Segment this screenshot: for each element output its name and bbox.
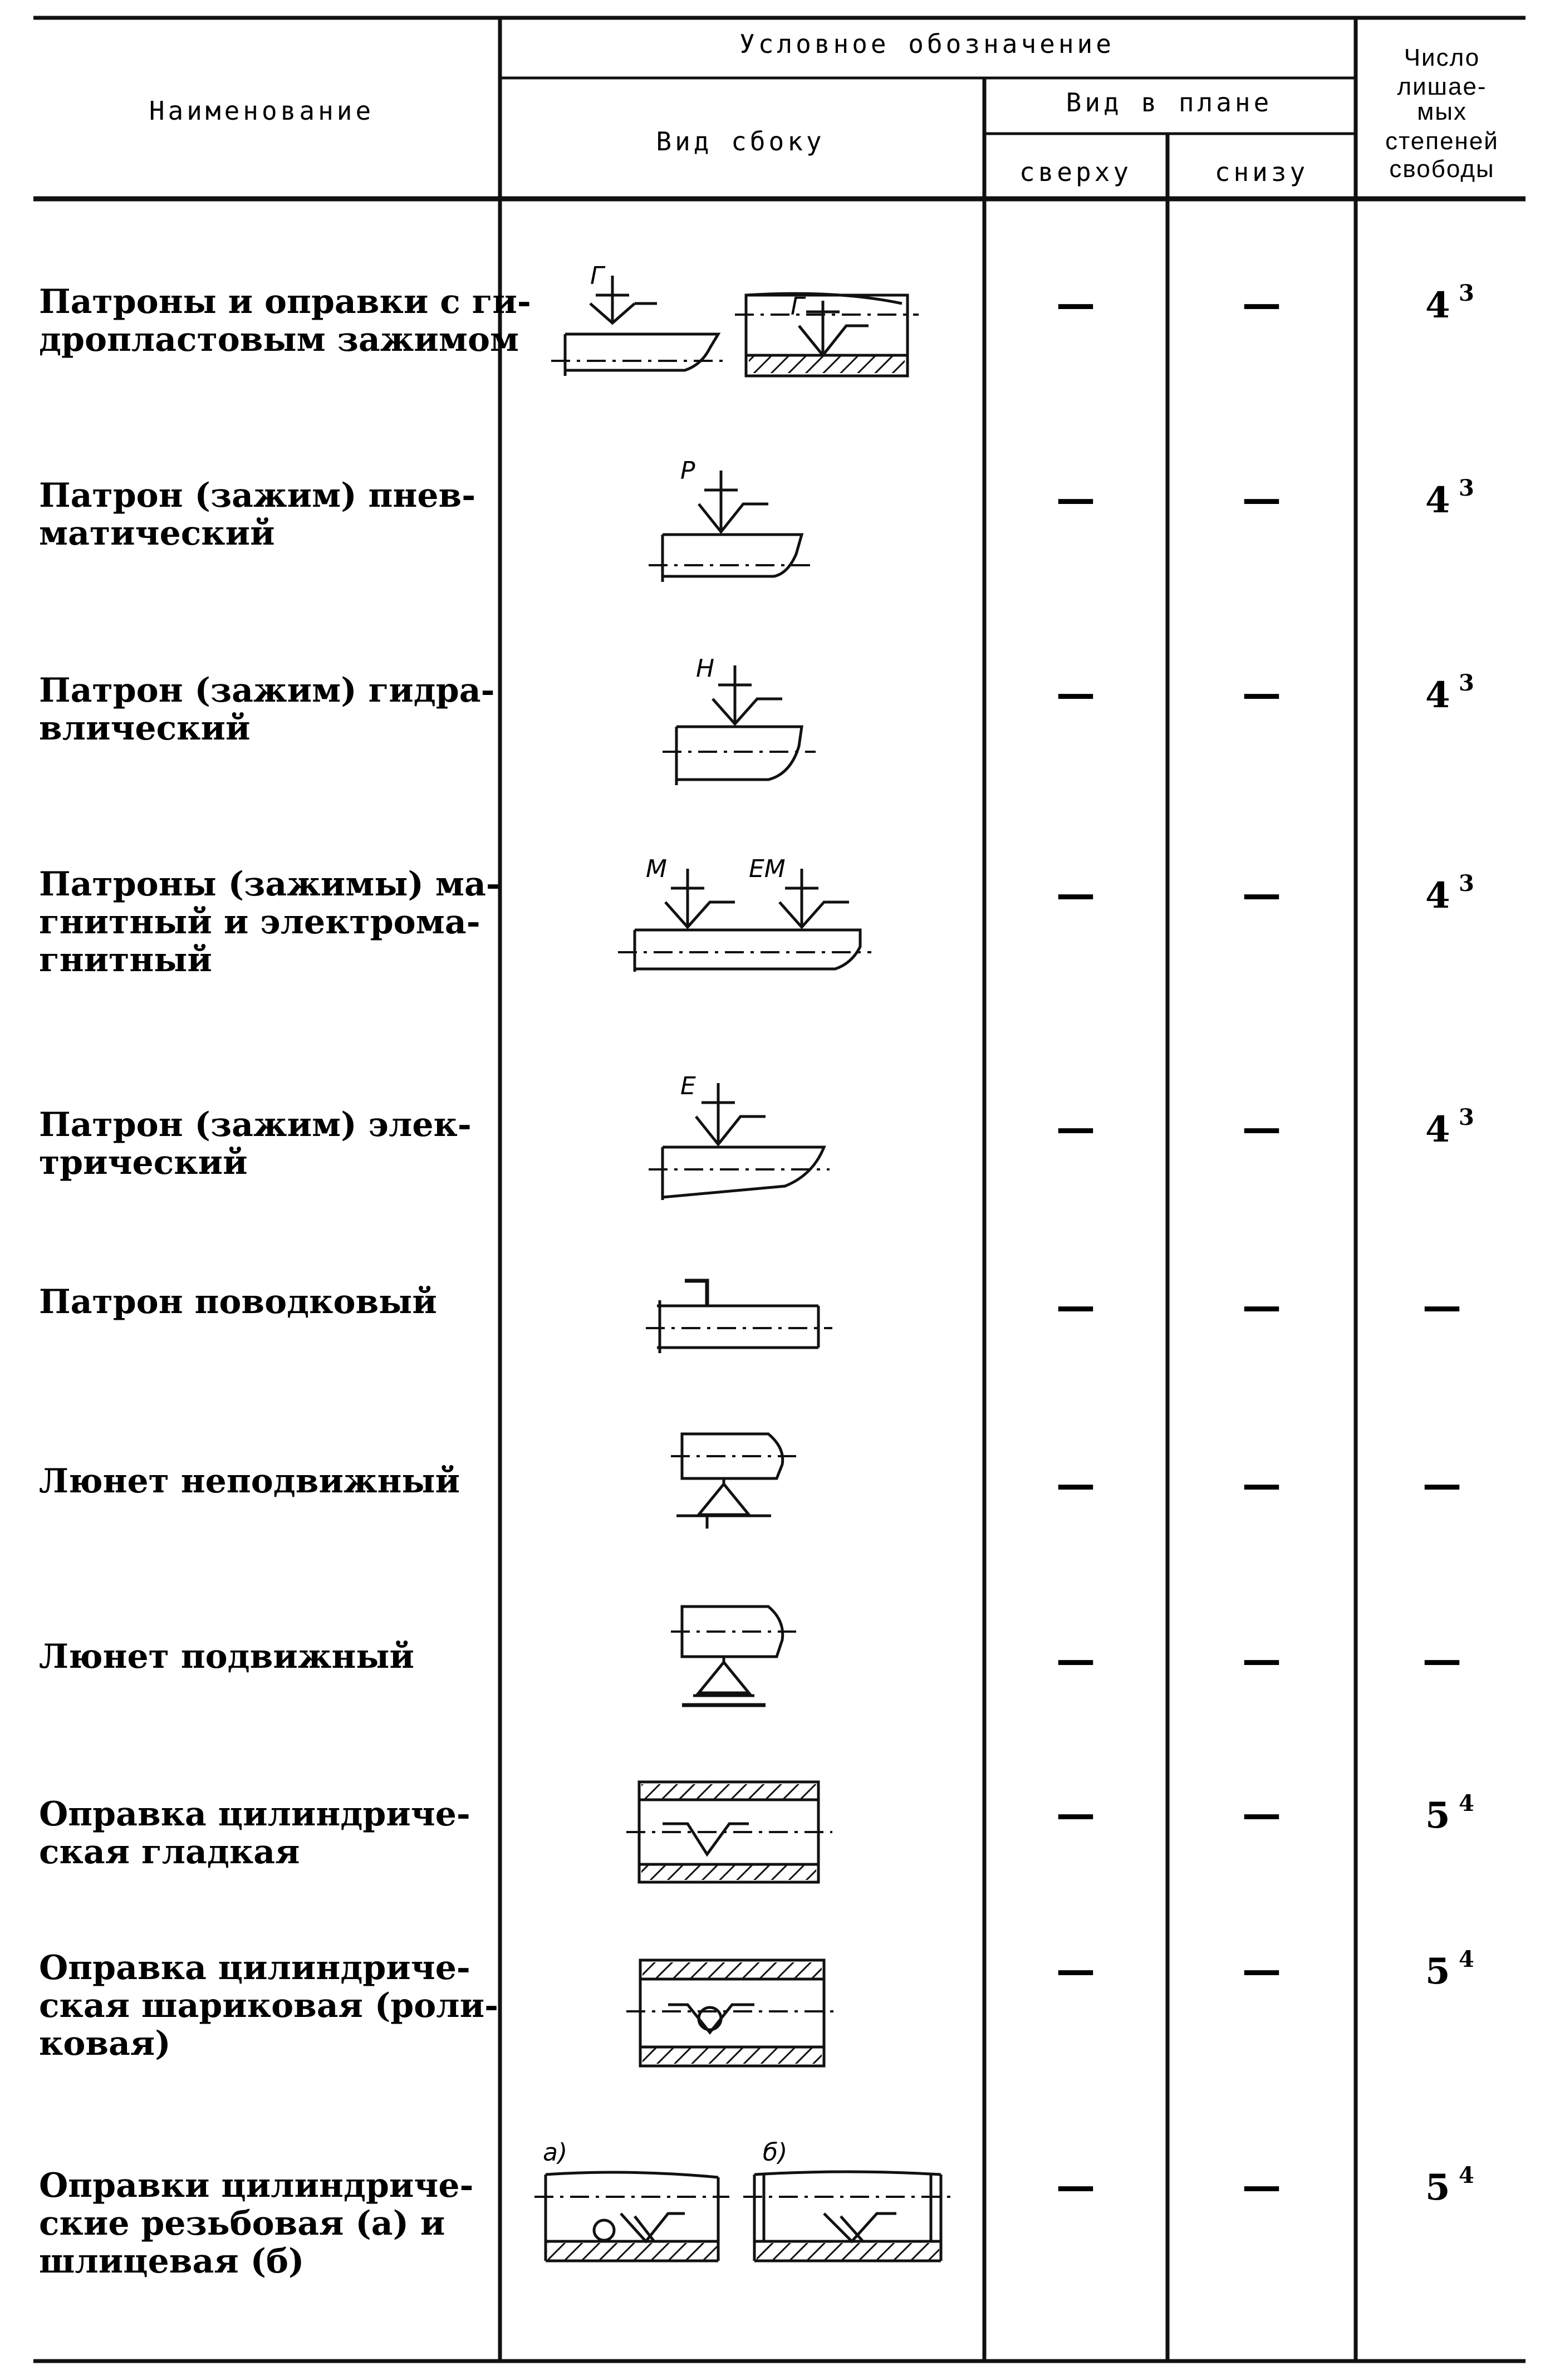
row-5-name-line-0: Патрон поводковый [39,1282,437,1321]
header-dof-2: лишае- [1397,73,1487,100]
row-3-name-line-2: гнитный [39,941,212,980]
row-8-bottom: — [1242,1791,1281,1837]
row-1-top: — [1056,476,1095,522]
name-column [39,282,531,2281]
row-0-top: — [1056,281,1095,327]
hydroplastic-chuck-symbol [551,262,919,376]
row-0-name-line-1: дропластовым зажимом [39,320,519,359]
row-8-name-line-0: Оправка цилиндриче- [39,1795,470,1834]
row-4-top: — [1056,1105,1095,1151]
threaded-splined-mandrel-symbol [534,2138,952,2261]
row-6-top: — [1056,1462,1095,1507]
header-side-view: Вид сбоку [656,126,825,156]
header-name: Наименование [149,96,375,126]
pneumatic-chuck-symbol [649,457,816,582]
row-3-dof-note: 3 [1459,870,1474,897]
row-1-name-line-1: матический [39,514,275,553]
row-4-dof: 4 [1425,1109,1450,1150]
symbol-label-g1: Г [590,262,604,290]
symbol-label-g2: Г [791,292,805,321]
row-1-bottom: — [1242,476,1281,522]
row-10-name-line-1: ские резьбовая (a) и [39,2204,445,2243]
row-10-top: — [1056,2163,1095,2209]
row-3-dof: 4 [1425,875,1450,917]
row-9-name-line-0: Оправка цилиндриче- [39,1948,470,1987]
row-3-top: — [1056,871,1095,917]
header-top: сверху [1019,157,1132,187]
header-dof-4: степеней [1385,128,1499,155]
row-0-dof-note: 3 [1459,280,1474,306]
row-0-name-line-0: Патроны и оправки с ги- [39,282,531,321]
header-bottom: снизу [1214,157,1309,187]
movable-steady-rest-symbol [671,1607,796,1705]
header-dof-3: мых [1417,98,1467,125]
row-9-dof-note: 4 [1459,1946,1474,1972]
row-3-bottom: — [1242,871,1281,917]
symbol-label-b: б) [763,2138,788,2167]
row-6-bottom: — [1242,1462,1281,1507]
row-5-bottom: — [1242,1284,1281,1329]
row-8-dof: 5 [1425,1795,1450,1837]
row-2-name-line-0: Патрон (зажим) гидра- [39,671,495,710]
row-7-top: — [1056,1637,1095,1683]
row-1-name-line-0: Патрон (зажим) пнев- [39,476,476,515]
row-2-dof: 4 [1425,674,1450,716]
symbol-label-a: а) [543,2138,568,2167]
row-0-bottom: — [1242,281,1281,327]
magnetic-chuck-symbol [618,855,871,972]
smooth-mandrel-symbol [626,1782,832,1882]
row-2-bottom: — [1242,671,1281,717]
row-2-name-line-1: влический [39,709,251,748]
row-1-dof: 4 [1425,479,1450,521]
row-7-bottom: — [1242,1637,1281,1683]
row-10-dof-note: 4 [1459,2162,1474,2188]
row-9-name-line-2: ковая) [39,2024,171,2063]
row-4-bottom: — [1242,1105,1281,1151]
header-plan-view: Вид в плане [1066,87,1273,117]
table-header [149,29,1499,187]
electric-chuck-symbol [649,1072,830,1200]
row-10-bottom: — [1242,2163,1281,2209]
row-6-dof: — [1423,1462,1461,1507]
row-5-top: — [1056,1284,1095,1329]
row-4-name-line-1: трический [39,1143,248,1182]
row-7-name-line-0: Люнет подвижный [39,1637,415,1676]
row-2-dof-note: 3 [1459,670,1474,696]
row-7-dof: — [1423,1637,1461,1683]
header-dof-5: свободы [1389,155,1495,183]
value-columns [1056,280,1474,2209]
row-5-dof: — [1423,1284,1461,1329]
row-9-dof: 5 [1425,1951,1450,1992]
symbol-label-e: E [680,1072,696,1100]
symbol-label-em: EM [749,855,786,883]
drive-chuck-symbol [646,1281,832,1353]
fixed-steady-rest-symbol [671,1434,796,1529]
header-symbol-group: Условное обозначение [739,29,1115,59]
hydraulic-chuck-symbol [663,654,816,785]
row-4-dof-note: 3 [1459,1104,1474,1130]
symbol-label-h: H [696,654,715,683]
header-dof-1: Число [1404,44,1480,71]
row-2-top: — [1056,671,1095,717]
row-8-top: — [1056,1791,1095,1837]
row-9-bottom: — [1242,1947,1281,1993]
row-10-name-line-0: Оправки цилиндриче- [39,2166,474,2205]
row-9-top: — [1056,1947,1095,1993]
row-3-name-line-1: гнитный и электрома- [39,903,480,942]
row-4-name-line-0: Патрон (зажим) элек- [39,1105,472,1144]
row-1-dof-note: 3 [1459,475,1474,501]
row-9-name-line-1: ская шариковая (роли- [39,1986,498,2025]
symbol-label-m: M [646,855,667,883]
row-10-name-line-2: шлицевая (б) [39,2242,305,2281]
ball-mandrel-symbol [626,1960,838,2066]
row-8-dof-note: 4 [1459,1790,1474,1816]
row-10-dof: 5 [1425,2167,1450,2208]
row-3-name-line-0: Патроны (зажимы) ма- [39,865,500,904]
row-6-name-line-0: Люнет неподвижный [39,1462,460,1501]
row-8-name-line-1: ская гладкая [39,1833,300,1872]
side-view-symbols [534,262,952,2261]
row-0-dof: 4 [1425,285,1450,326]
symbol-label-p: P [680,457,695,485]
